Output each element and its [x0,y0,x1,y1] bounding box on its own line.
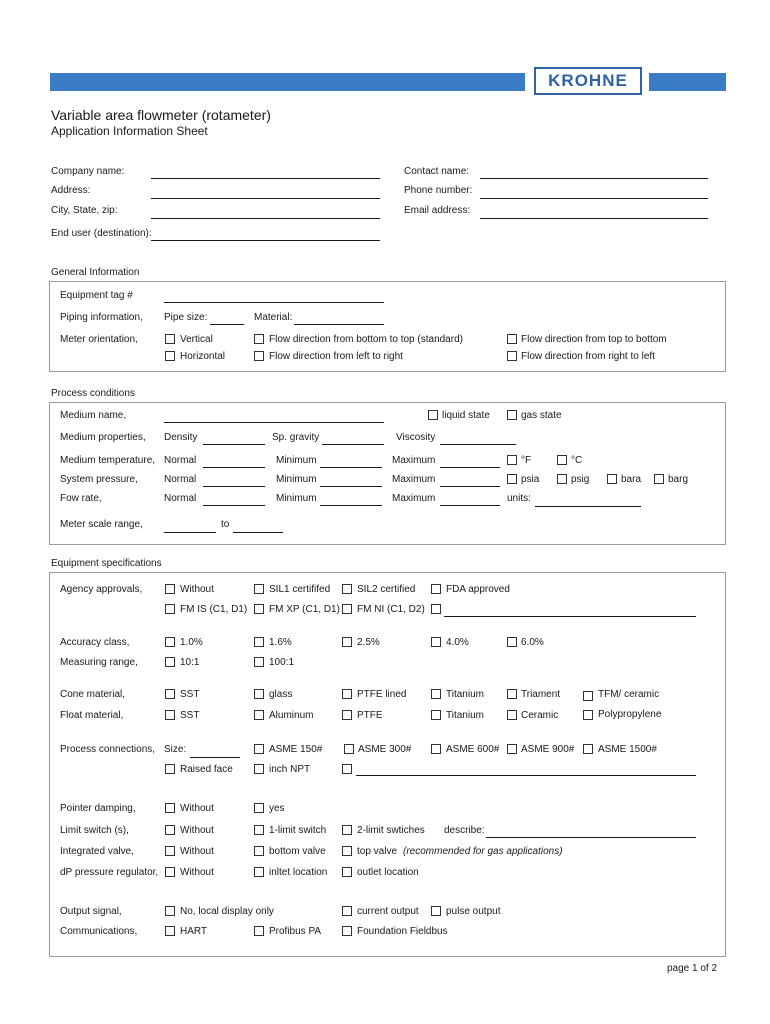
fmni-label: FM NI (C1, D2) [357,604,425,615]
dir-left-right-label: Flow direction from left to right [269,351,403,362]
liquid-state-checkbox[interactable] [428,410,438,420]
asme900-checkbox[interactable] [507,744,517,754]
outlet-location-label: outlet location [357,867,419,878]
medium-name-field[interactable] [164,422,384,423]
pulse-output-checkbox[interactable] [431,906,441,916]
medium-name-label: Medium name, [60,410,127,421]
conn-other-field[interactable] [356,775,696,776]
asme600-label: ASME 600# [446,744,500,755]
scale-range-label: Meter scale range, [60,519,143,530]
asme600-checkbox[interactable] [431,744,441,754]
medium-properties-label: Medium properties, [60,432,146,443]
conn-size-field[interactable] [190,757,240,758]
press-minimum-field[interactable] [320,486,382,487]
cone-tfm-checkbox[interactable] [583,691,593,701]
damping-yes-checkbox[interactable] [254,803,264,813]
address-label: Address: [51,185,91,196]
float-sst-label: SST [180,710,200,721]
fahrenheit-label: °F [521,455,532,466]
inlet-location-label: inltet location [269,867,328,878]
fmni-checkbox[interactable] [342,604,352,614]
dir-top-bottom-checkbox[interactable] [507,334,517,344]
raised-face-label: Raised face [180,764,233,775]
profibus-checkbox[interactable] [254,926,264,936]
no-local-label: No, local display only [180,906,274,917]
raised-face-checkbox[interactable] [165,764,175,774]
equipment-tag-field[interactable] [164,302,384,303]
dp-without-checkbox[interactable] [165,867,175,877]
bottom-valve-checkbox[interactable] [254,846,264,856]
cone-titanium-label: Titanium [446,689,484,700]
outlet-location-checkbox[interactable] [342,867,352,877]
agency-other-field[interactable] [444,616,696,617]
current-output-checkbox[interactable] [342,906,352,916]
limit-1-checkbox[interactable] [254,825,264,835]
equipment-section-box [49,572,726,957]
acc-1-label: 1.0% [180,637,203,648]
press-normal-field[interactable] [203,486,265,487]
cone-triament-checkbox[interactable] [507,689,517,699]
barg-checkbox[interactable] [654,474,664,484]
flow-rate-label: Fow rate, [60,493,102,504]
temp-maximum-label: Maximum [392,455,436,466]
viscosity-field[interactable] [440,444,516,445]
acc-4-label: 4.0% [446,637,469,648]
valve-label: Integrated valve, [60,846,134,857]
cone-ptfe-lined-checkbox[interactable] [342,689,352,699]
address-field[interactable] [151,198,380,199]
cone-tfm-label: TFM/ ceramic [598,689,660,700]
agency-label: Agency approvals, [60,584,143,595]
gas-state-checkbox[interactable] [507,410,517,420]
contact-name-label: Contact name: [404,166,470,177]
top-valve-note: (recommended for gas applications) [403,846,563,857]
asme1500-checkbox[interactable] [583,744,593,754]
agency-other-checkbox[interactable] [431,604,441,614]
float-aluminum-label: Aluminum [269,710,314,721]
limit-2-checkbox[interactable] [342,825,352,835]
asme1500-label: ASME 1500# [598,744,657,755]
dir-bottom-top-label: Flow direction from bottom to top (standard) [269,334,463,345]
end-user-label: End user (destination): [51,228,152,239]
damping-yes-label: yes [269,803,285,814]
vertical-checkbox[interactable] [165,334,175,344]
pipe-size-field[interactable] [210,324,244,325]
horizontal-label: Horizontal [180,351,226,362]
float-ptfe-label: PTFE [357,710,383,721]
email-label: Email address: [404,205,471,216]
float-ptfe-checkbox[interactable] [342,710,352,720]
cone-sst-checkbox[interactable] [165,689,175,699]
temp-maximum-field[interactable] [440,467,500,468]
npt-checkbox[interactable] [254,764,264,774]
hart-label: HART [180,926,208,937]
fmis-checkbox[interactable] [165,604,175,614]
cone-titanium-checkbox[interactable] [431,689,441,699]
foundation-label: Foundation Fieldbus [357,926,448,937]
range-label: Measuring range, [60,657,138,668]
press-normal-label: Normal [164,474,197,485]
limit-1-label: 1-limit switch [269,825,327,836]
bara-label: bara [621,474,642,485]
cone-sst-label: SST [180,689,200,700]
process-section-title: Process conditions [51,388,135,399]
range-100-checkbox[interactable] [254,657,264,667]
dir-right-left-label: Flow direction from right to left [521,351,655,362]
top-valve-label: top valve [357,846,398,857]
acc-4-checkbox[interactable] [431,637,441,647]
flow-maximum-field[interactable] [440,505,500,506]
celsius-checkbox[interactable] [557,455,567,465]
float-polypropylene-checkbox[interactable] [583,710,593,720]
psig-checkbox[interactable] [557,474,567,484]
temp-minimum-label: Minimum [276,455,317,466]
float-sst-checkbox[interactable] [165,710,175,720]
npt-label: inch NPT [269,764,311,775]
temp-minimum-field[interactable] [320,467,382,468]
acc-3-checkbox[interactable] [342,637,352,647]
cone-label: Cone material, [60,689,126,700]
piping-label: Piping information, [60,312,143,323]
flow-minimum-label: Minimum [276,493,317,504]
agency-without-checkbox[interactable] [165,584,175,594]
city-field[interactable] [151,218,380,219]
flow-maximum-label: Maximum [392,493,436,504]
city-label: City, State, zip: [51,205,118,216]
viscosity-label: Viscosity [396,432,436,443]
units-field[interactable] [535,506,641,507]
general-section-title: General Information [51,267,140,278]
orientation-label: Meter orientation, [60,334,138,345]
press-maximum-label: Maximum [392,474,436,485]
fmxp-checkbox[interactable] [254,604,264,614]
sil2-checkbox[interactable] [342,584,352,594]
sil2-label: SIL2 certified [357,584,416,595]
acc-2-checkbox[interactable] [254,637,264,647]
phone-field[interactable] [480,198,708,199]
conn-size-label: Size: [164,744,187,755]
material-label: Material: [254,312,293,323]
acc-1-checkbox[interactable] [165,637,175,647]
temperature-label: Medium temperature, [60,455,156,466]
scale-to-label: to [221,519,230,530]
pulse-output-label: pulse output [446,906,501,917]
describe-label: describe: [444,825,485,836]
dir-left-right-checkbox[interactable] [254,351,264,361]
float-titanium-checkbox[interactable] [431,710,441,720]
dir-top-bottom-label: Flow direction from top to bottom [521,334,667,345]
foundation-checkbox[interactable] [342,926,352,936]
temp-normal-label: Normal [164,455,197,466]
float-label: Float material, [60,710,124,721]
gas-state-label: gas state [521,410,562,421]
asme300-checkbox[interactable] [344,744,354,754]
top-valve-checkbox[interactable] [342,846,352,856]
flow-normal-label: Normal [164,493,197,504]
cone-glass-checkbox[interactable] [254,689,264,699]
sil1-checkbox[interactable] [254,584,264,594]
agency-without-label: Without [180,584,214,595]
flow-minimum-field[interactable] [320,505,382,506]
dir-right-left-checkbox[interactable] [507,351,517,361]
sp-gravity-label: Sp. gravity [272,432,320,443]
fda-label: FDA approved [446,584,510,595]
damping-without-label: Without [180,803,214,814]
float-aluminum-checkbox[interactable] [254,710,264,720]
connections-label: Process connections, [60,744,156,755]
asme150-checkbox[interactable] [254,744,264,754]
document-subtitle: Application Information Sheet [51,124,208,138]
fahrenheit-checkbox[interactable] [507,455,517,465]
accuracy-label: Accuracy class, [60,637,130,648]
describe-field[interactable] [486,837,696,838]
damping-label: Pointer damping, [60,803,136,814]
valve-without-label: Without [180,846,214,857]
contact-name-field[interactable] [480,178,708,179]
hart-checkbox[interactable] [165,926,175,936]
equipment-tag-label: Equipment tag # [60,290,133,301]
document-title: Variable area flowmeter (rotameter) [51,107,271,123]
end-user-field[interactable] [151,240,380,241]
dir-bottom-top-checkbox[interactable] [254,334,264,344]
float-ceramic-label: Ceramic [521,710,559,721]
asme300-label: ASME 300# [358,744,412,755]
celsius-label: °C [571,455,583,466]
vertical-label: Vertical [180,334,213,345]
limit-without-checkbox[interactable] [165,825,175,835]
dp-label: dP pressure regulator, [60,867,159,878]
output-label: Output signal, [60,906,122,917]
psig-label: psig [571,474,590,485]
equipment-section-title: Equipment specifications [51,558,162,569]
psia-label: psia [521,474,540,485]
temp-normal-field[interactable] [203,467,265,468]
acc-5-checkbox[interactable] [507,637,517,647]
float-polypropylene-label: Polypropylene [598,709,662,720]
material-field[interactable] [294,324,384,325]
press-minimum-label: Minimum [276,474,317,485]
fmxp-label: FM XP (C1, D1) [269,604,340,615]
inlet-location-checkbox[interactable] [254,867,264,877]
valve-without-checkbox[interactable] [165,846,175,856]
sil1-label: SIL1 certififed [269,584,331,595]
horizontal-checkbox[interactable] [165,351,175,361]
krohne-logo: KROHNE [534,67,642,95]
liquid-state-label: liquid state [442,410,490,421]
page-number: page 1 of 2 [667,963,718,974]
flow-normal-field[interactable] [203,505,265,506]
sp-gravity-field[interactable] [322,444,384,445]
comms-label: Communications, [60,926,138,937]
cone-glass-label: glass [269,689,293,700]
bottom-valve-label: bottom valve [269,846,326,857]
asme900-label: ASME 900# [521,744,575,755]
acc-2-label: 1.6% [269,637,292,648]
fda-checkbox[interactable] [431,584,441,594]
limit-without-label: Without [180,825,214,836]
phone-label: Phone number: [404,185,473,196]
units-label: units: [507,493,531,504]
conn-other-checkbox[interactable] [342,764,352,774]
dp-without-label: Without [180,867,214,878]
profibus-label: Profibus PA [269,926,322,937]
cone-triament-label: Triament [521,689,561,700]
cone-ptfe-lined-label: PTFE lined [357,689,407,700]
density-field[interactable] [203,444,265,445]
float-ceramic-checkbox[interactable] [507,710,517,720]
acc-5-label: 6.0% [521,637,544,648]
damping-without-checkbox[interactable] [165,803,175,813]
acc-3-label: 2.5% [357,637,380,648]
pipe-size-label: Pipe size: [164,312,208,323]
scale-from-field[interactable] [164,532,216,533]
company-label: Company name: [51,166,125,177]
float-titanium-label: Titanium [446,710,484,721]
psia-checkbox[interactable] [507,474,517,484]
company-field[interactable] [151,178,380,179]
no-local-checkbox[interactable] [165,906,175,916]
fmis-label: FM IS (C1, D1) [180,604,248,615]
range-10-label: 10:1 [180,657,200,668]
density-label: Density [164,432,198,443]
range-100-label: 100:1 [269,657,295,668]
barg-label: barg [668,474,689,485]
current-output-label: current output [357,906,419,917]
asme150-label: ASME 150# [269,744,323,755]
bara-checkbox[interactable] [607,474,617,484]
pressure-label: System pressure, [60,474,138,485]
press-maximum-field[interactable] [440,486,500,487]
range-10-checkbox[interactable] [165,657,175,667]
limit-2-label: 2-limit swtiches [357,825,425,836]
limit-label: Limit switch (s), [60,825,129,836]
scale-to-field[interactable] [233,532,283,533]
email-field[interactable] [480,218,708,219]
